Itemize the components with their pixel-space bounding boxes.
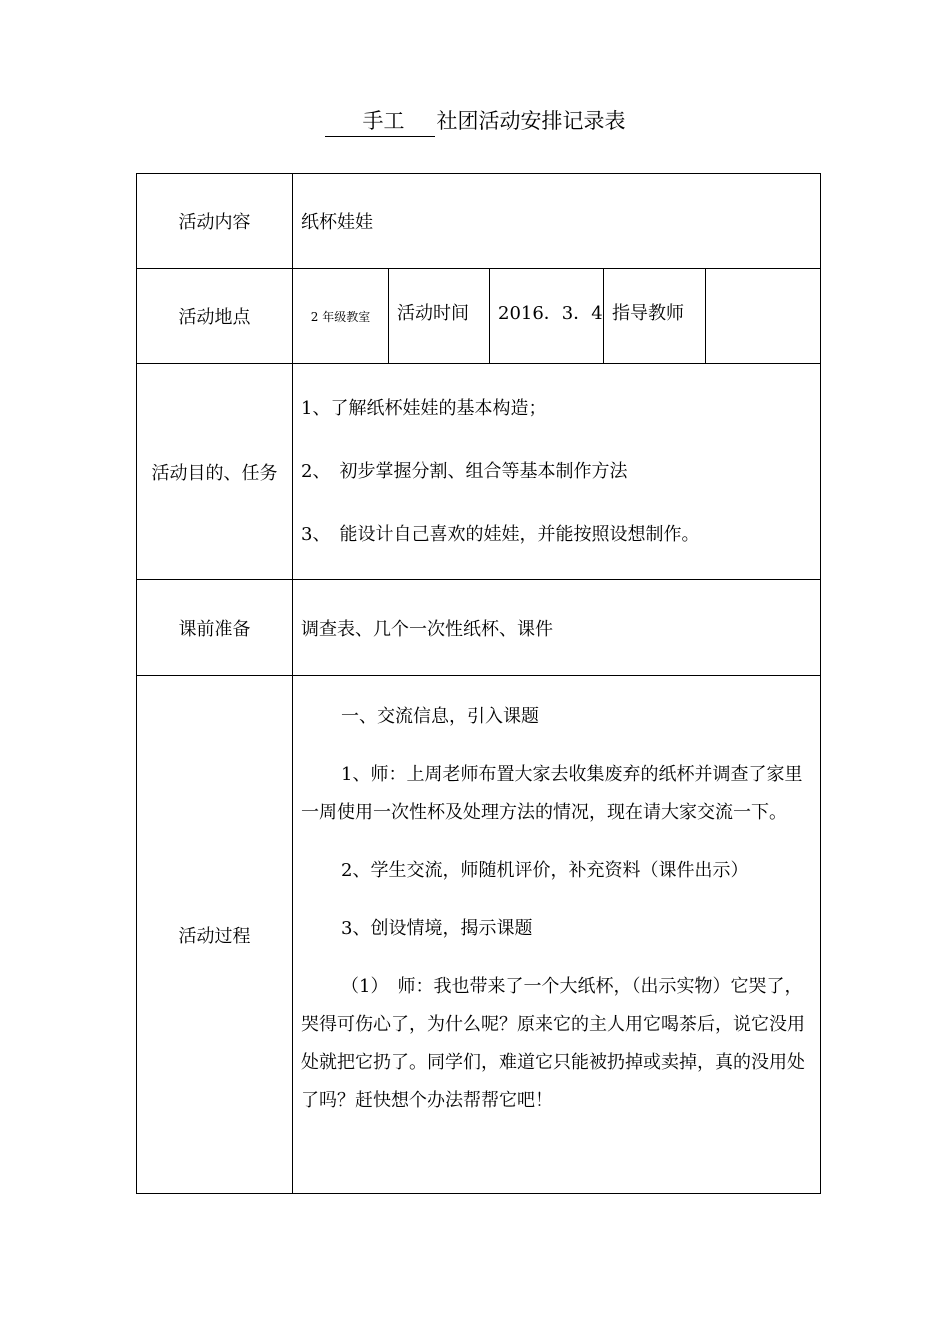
prep-value: 调查表、几个一次性纸杯、课件 [293, 580, 821, 676]
goal-item: 2、 初步掌握分割、组合等基本制作方法 [301, 461, 628, 482]
process-paragraph: （1） 师：我也带来了一个大纸杯，（出示实物）它哭了，哭得可伤心了，为什么呢？原来它的主人用它喝茶后，说它没用处就把它扔了。同学们，难道它只能被扔掉或卖掉，真的没用处了吗？赶快想个办法帮帮它吧！ [301, 976, 805, 1111]
content-label: 活动内容 [137, 174, 293, 269]
row-process [137, 676, 821, 1194]
teacher-label: 指导教师 [604, 269, 706, 364]
location-label: 活动地点 [137, 269, 293, 364]
club-name: 手工 [325, 106, 435, 137]
time-label: 活动时间 [389, 269, 490, 364]
goals-list [293, 364, 821, 580]
teacher-value [706, 269, 821, 364]
prep-label: 课前准备 [137, 580, 293, 676]
process-paragraph: 3、创设情境，揭示课题 [341, 918, 533, 939]
record-table [136, 173, 821, 1194]
title-text: 社团活动安排记录表 [436, 109, 626, 133]
content-value: 纸杯娃娃 [293, 174, 821, 269]
time-value: 2016．3．4 [490, 269, 604, 364]
goal-item: 3、 能设计自己喜欢的娃娃，并能按照设想制作。 [301, 524, 700, 545]
goal-item: 1、了解纸杯娃娃的基本构造； [301, 398, 547, 419]
page-title [0, 106, 950, 137]
process-content [293, 676, 821, 1194]
process-paragraph: 一、交流信息，引入课题 [341, 706, 539, 727]
row-content [137, 174, 821, 269]
goals-label: 活动目的、任务 [137, 364, 293, 580]
process-paragraph: 1、师：上周老师布置大家去收集废弃的纸杯并调查了家里一周使用一次性杯及处理方法的情况，现在请大家交流一下。 [301, 764, 803, 823]
process-paragraph: 2、学生交流，师随机评价，补充资料（课件出示） [341, 860, 749, 881]
location-value: 2 年级教室 [293, 269, 389, 364]
row-location [137, 269, 821, 364]
row-prep [137, 580, 821, 676]
process-label: 活动过程 [137, 676, 293, 1194]
row-goals [137, 364, 821, 580]
